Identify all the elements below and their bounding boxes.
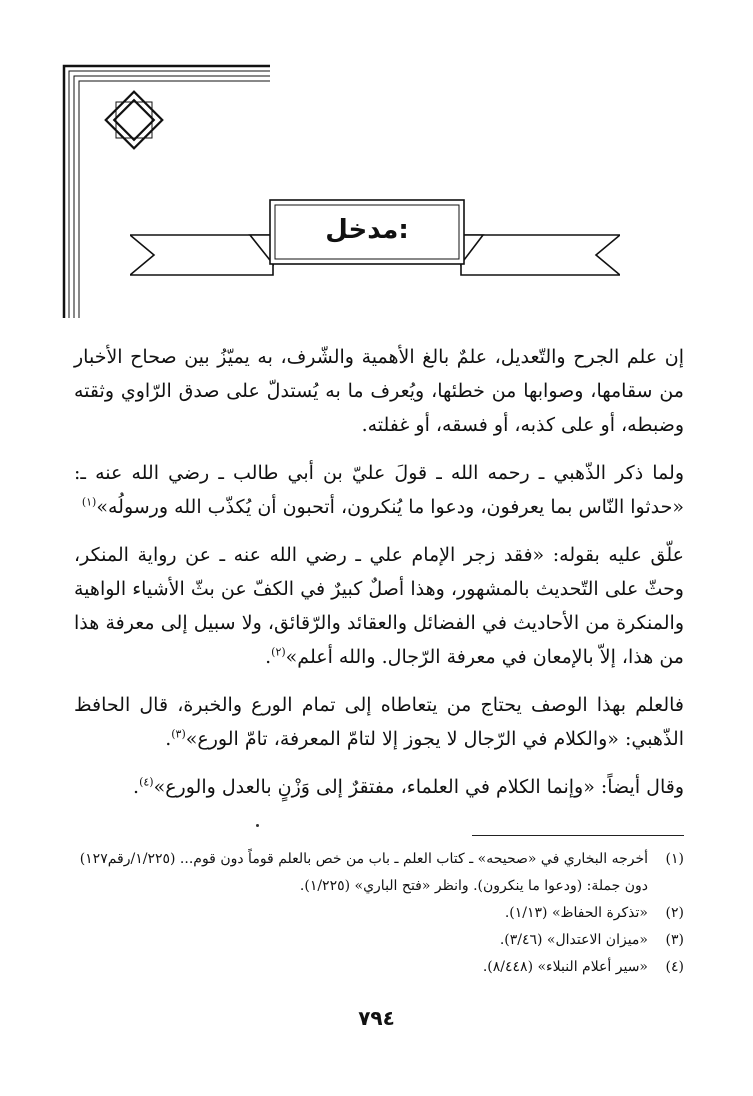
paragraph-text: إن علم الجرح والتّعديل، علمٌ بالغ الأهمية والشّرف، به يميّزُ بين صحاح الأخبار من سقامها، وصوابها من خطئها، ويُعرف ما به يُستدلّ على صدق الرّاوي وثقته وضبطه، أو على كذبه، أو فسقه، أو غفلته. [74,346,684,436]
footnote-marker: (٣) [171,727,186,741]
footnotes [74,846,684,981]
footnote-text: أخرجه البخاري في «صحيحه» ـ كتاب العلم ـ باب من خص بالعلم قوماً دون قوم... (١/٢٢٥/رقم١٢٧) دون جملة: (ودعوا ما ينكرون). وانظر «فتح الباري» (١/٢٢٥). [79,851,648,894]
diamond-ornament-icon [106,92,163,149]
footnote-number: (٤) [665,959,684,975]
footnote-number: (٣) [665,932,684,948]
footnote-marker: (٤) [139,775,154,789]
footnote-marker: (١) [81,495,97,509]
footnote [74,954,684,981]
footnote [74,900,684,927]
paragraph: وقال أيضاً: «وإنما الكلام في العلماء، مفتقرٌ إلى وَزْنٍ بالعدل والورع»$^{(٤)}$. [133,775,684,798]
paragraph: فالعلم بهذا الوصف يحتاج من يتعاطاه إلى تمام الورع والخبرة، قال الحافظ الذّهبي: «والكلام في الرّجال لا يجوز إلا لتامّ المعرفة، تامّ الورع»$^{(٣)}$. [74,694,684,750]
footnote-number: (١) [665,851,684,867]
paragraph-text: علّق عليه بقوله: «فقد زجر الإمام علي ـ رضي الله عنه ـ عن رواية المنكر، وحثّ على التّحديث بالمشهور، وهذا أصلٌ كبيرٌ في الكفّ عن بثّ الأشياء الواهية والمنكرة من الأحاديث في الفضائل والعقائد والرّقائق، ولا سبيل إلى معرفة هذا من هذا، إلاّ بالإمعان في معرفة الرّجال. والله أعلم» [74,544,684,668]
paragraph [74,340,684,442]
body-text [74,340,684,818]
footnote-marker: (٢) [271,645,286,659]
paragraph [74,456,684,524]
footnote [74,927,684,954]
footnote-number: (٢) [665,905,684,921]
footnote-text: «سير أعلام النبلاء» (٨/٤٤٨). [482,959,648,975]
paragraph-text: ولما ذكر الذّهبي ـ رحمه الله ـ قولَ عليّ بن أبي طالب ـ رضي الله عنه ـ: «حدثوا النّاس بما يعرفون، ودعوا ما يُنكرون، أتحبون أن يُكذّب الله ورسولُه» [74,462,684,518]
footnote-text: «ميزان الاعتدال» (٣/٤٦). [499,932,648,948]
paragraph: علّق عليه بقوله: «فقد زجر الإمام علي ـ رضي الله عنه ـ عن رواية المنكر، وحثّ على التّحديث بالمشهور، وهذا أصلٌ كبيرٌ في الكفّ عن بثّ الأشياء الواهية والمنكرة من الأحاديث في الفضائل والعقائد والرّقائق، ولا سبيل إلى معرفة هذا من هذا، إلاّ بالإمعان في معرفة الرّجال. والله أعلم»$^{(٢)}$. [74,544,684,668]
footnote-separator [472,835,684,836]
paragraph-text: فالعلم بهذا الوصف يحتاج من يتعاطاه إلى تمام الورع والخبرة، قال الحافظ الذّهبي: «والكلام في الرّجال لا يجوز إلا لتامّ المعرفة، تامّ الورع» [74,694,684,750]
page-number: ٧٩٤ [358,1006,395,1030]
section-title: مدخل: [325,215,409,245]
paragraph-text: وقال أيضاً: «وإنما الكلام في العلماء، مفتقرٌ إلى وَزْنٍ بالعدل والورع» [153,776,684,798]
stray-dot [256,824,259,827]
footnote [74,846,684,900]
footnote-text: «تذكرة الحفاظ» (١/١٣). [504,905,648,921]
